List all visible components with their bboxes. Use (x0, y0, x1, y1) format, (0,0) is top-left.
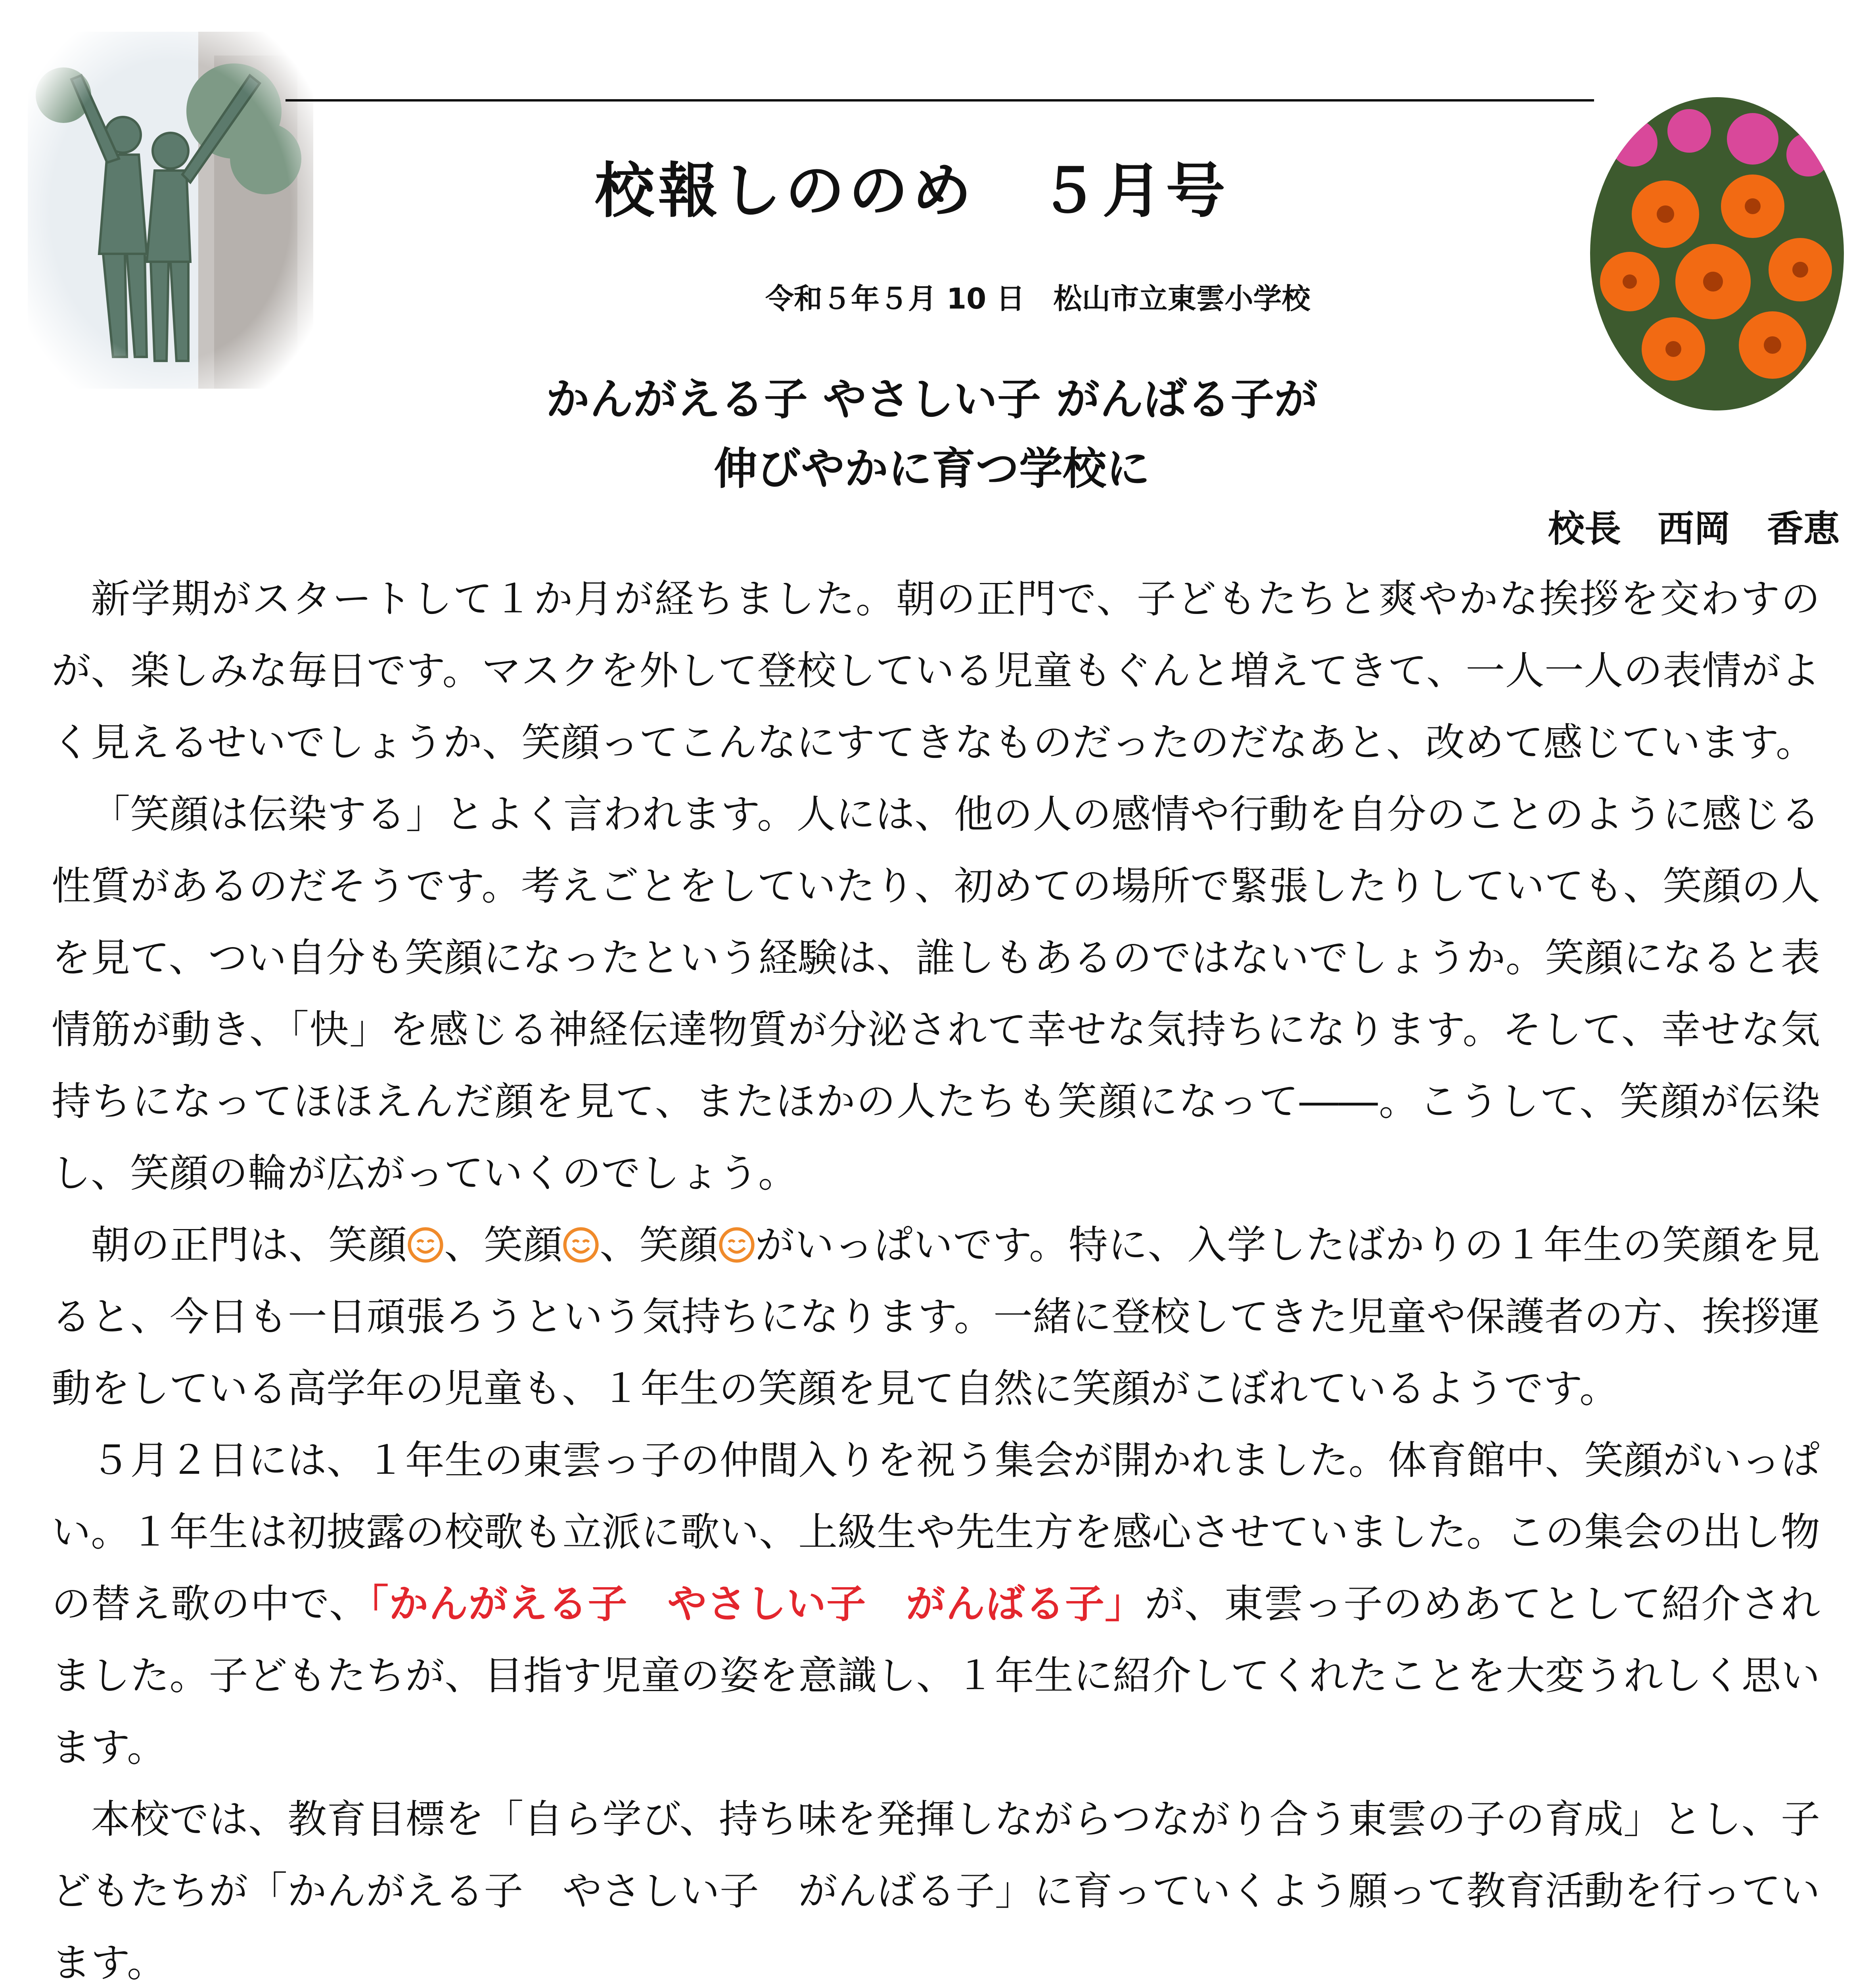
smile-icon (563, 1227, 599, 1263)
flowers-photo (1586, 95, 1848, 412)
principal-signature: 校長 西岡 香恵 (1548, 508, 1840, 550)
p3-text-b: 、笑顔 (444, 1222, 563, 1268)
p3-text-c: 、笑顔 (599, 1222, 719, 1268)
paragraph-4 (52, 1425, 1820, 1784)
newsletter-title: 校報しののめ ５月号 (595, 157, 1230, 226)
smile-icon (407, 1227, 444, 1263)
paragraph-5: 本校では、教育目標を「自ら学び、持ち味を発揮しながらつながり合う東雲の子の育成」とし、子どもたちが「かんがえる子 やさしい子 がんばる子」に育っていくよう願って教育活動を行っています。 (52, 1797, 1820, 1983)
p4-text-b: が、東雲っ子のめあてとして紹介されました。子どもたちが、目指す児童の姿を意識し、１年生に紹介してくれたことを大変うれしく思います。 (52, 1581, 1820, 1770)
school-motto (397, 365, 1467, 504)
smile-icon (719, 1227, 755, 1263)
date-and-school: 令和５年５月 10 日 松山市立東雲小学校 (765, 282, 1311, 315)
paragraph-3 (52, 1209, 1820, 1425)
motto-line-1: かんがえる子 やさしい子 がんばる子が (546, 374, 1318, 425)
p3-text-a: 朝の正門は、笑顔 (91, 1222, 408, 1268)
motto-line-2: 伸びやかに育つ学校に (714, 443, 1150, 494)
p3-text-d: がいっぱいです。特に、入学したばかりの１年生の笑顔を見ると、今日も一日頑張ろうという気持ちになります。一緒に登校してきた児童や保護者の方、挨拶運動をしている高学年の児童も、１年生の笑顔を見て自然に笑顔がこぼれているようです。 (52, 1222, 1820, 1411)
paragraph-1: 新学期がスタートして１か月が経ちました。朝の正門で、子どもたちと爽やかな挨拶を交わすのが、楽しみな毎日です。マスクを外して登校している児童もぐんと増えてきて、一人一人の表情がよく見えるせいでしょうか、笑顔ってこんなにすてきなものだったのだなあと、改めて感じています。 (52, 576, 1820, 765)
p4-text-a: ５月２日には、１年生の東雲っ子の仲間入りを祝う集会が開かれました。体育館中、笑顔がいっぱい。１年生は初披露の校歌も立派に歌い、上級生や先生方を感心させていました。この集会の出し物の替え歌の中で、 (52, 1438, 1820, 1627)
article-body (52, 563, 1820, 1983)
p4-highlight: 「かんがえる子 やさしい子 がんばる子」 (369, 1581, 1145, 1627)
header-rule (286, 99, 1594, 102)
paragraph-2: 「笑顔は伝染する」とよく言われます。人には、他の人の感情や行動を自分のことのように感じる性質があるのだそうです。考えごとをしていたり、初めての場所で緊張したりしていても、笑顔の人を見て、つい自分も笑顔になったという経験は、誰しもあるのではないでしょうか。笑顔になると表情筋が動き、「快」を感じる神経伝達物質が分泌されて幸せな気持ちになります。そして、幸せな気持ちになってほほえんだ顔を見て、またほかの人たちも笑顔になって――。こうして、笑顔が伝染し、笑顔の輪が広がっていくのでしょう。 (52, 792, 1820, 1196)
statue-photo (28, 32, 313, 389)
